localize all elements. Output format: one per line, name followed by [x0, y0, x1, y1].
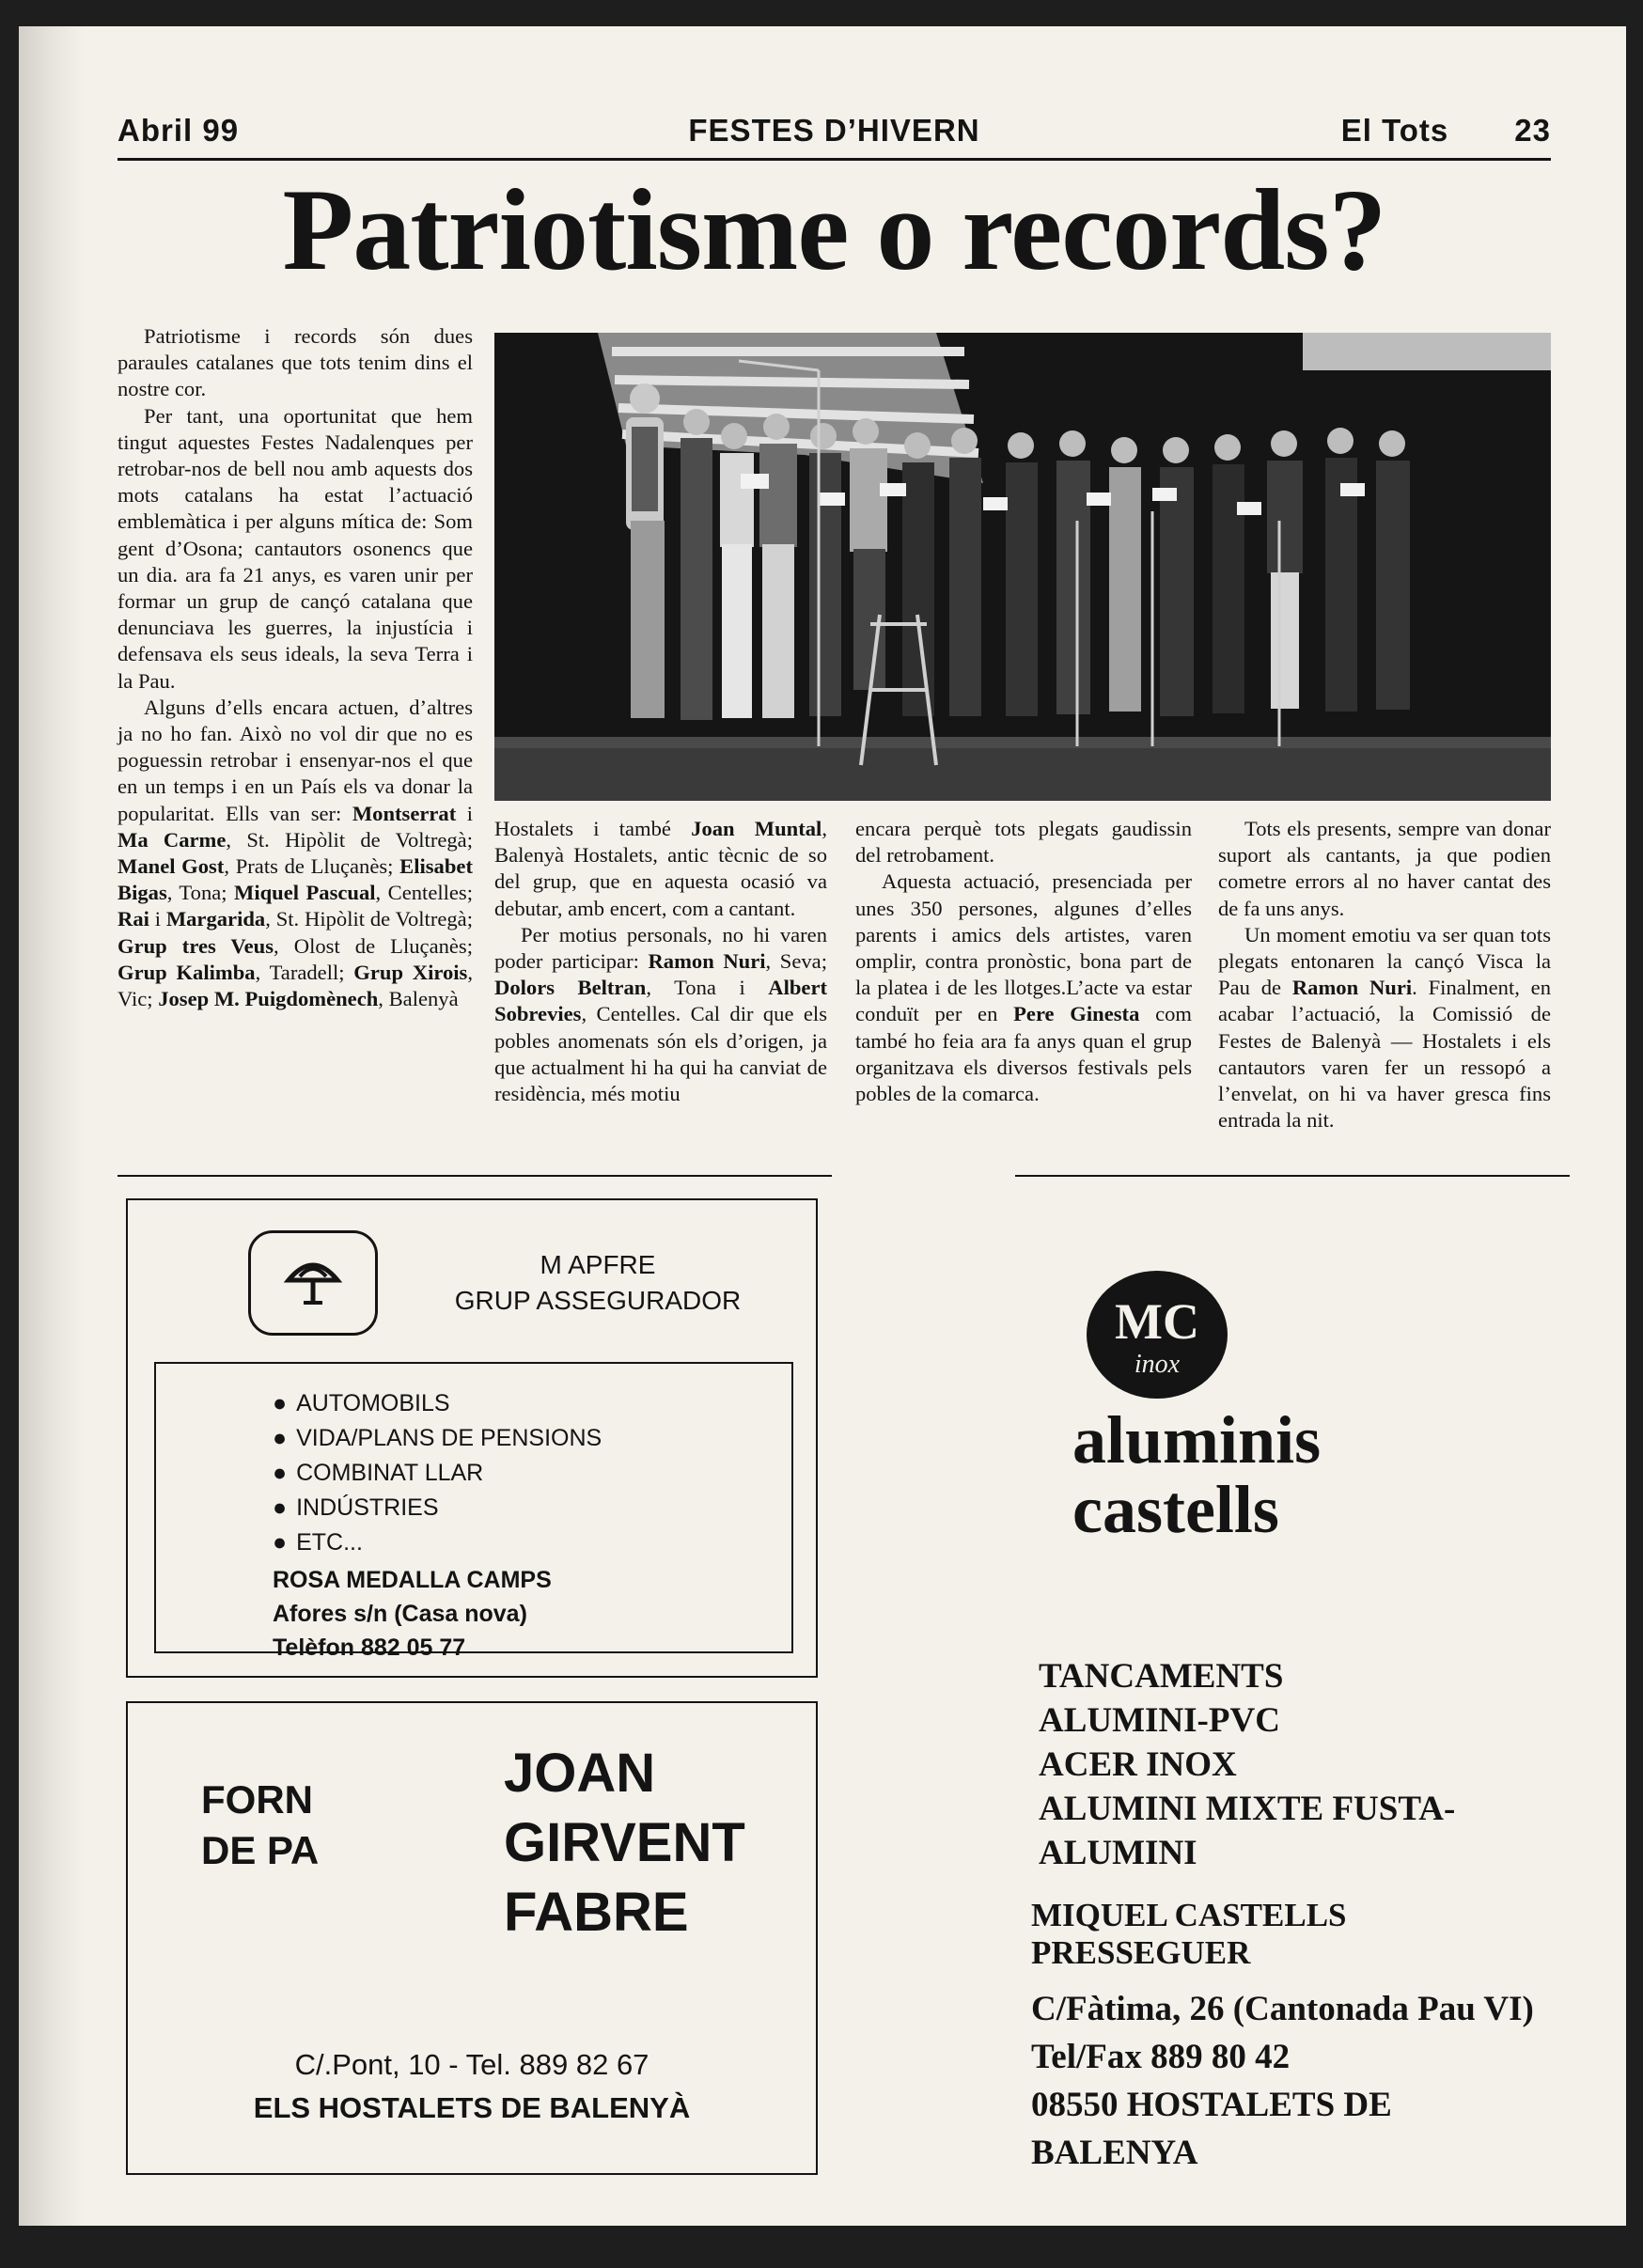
header-publication-name: El Tots — [1340, 113, 1449, 148]
member-name: Grup tres Veus — [117, 933, 274, 958]
member-name: Miquel Pascual — [234, 881, 376, 905]
member-name: Ma Carme — [117, 827, 227, 852]
mapfre-services-box — [154, 1362, 793, 1661]
article-text: , Balenyà Hostalets, antic tècnic de so del grup, que en aquesta ocasió va debutar, amb encert, com a cantant. — [494, 817, 827, 920]
article-headline: Patriotisme o records? — [282, 165, 1386, 294]
article-paragraph: encara perquè tots plegats gaudissin del retrobament. — [855, 817, 1192, 868]
member-town: , Prats de Lluçanès; — [224, 854, 400, 879]
mc-logo-letters: MC — [1115, 1293, 1199, 1350]
article-column-3 — [855, 816, 1192, 1107]
page-spine-shadow — [19, 26, 85, 2226]
mapfre-contact — [273, 1563, 552, 1665]
aluminis-castells-advert — [1020, 1222, 1546, 2171]
bakery-owner-line: FABRE — [504, 1882, 689, 1943]
bakery-address — [128, 2043, 816, 2130]
header-page-number: 23 — [1514, 113, 1551, 148]
tree-icon — [251, 1233, 375, 1333]
article-column-2 — [494, 816, 827, 1107]
bakery-advert — [126, 1701, 818, 2175]
member-town: , Tona; — [166, 881, 234, 905]
bakery-owner — [504, 1739, 745, 1947]
list-item: ALUMINI MIXTE FUSTA-ALUMINI — [1039, 1790, 1456, 1872]
newspaper-page — [19, 26, 1626, 2226]
header-section: FESTES D’HIVERN — [688, 113, 980, 148]
article-paragraph — [117, 695, 473, 1012]
photo-stage-illustration — [494, 333, 1551, 801]
member-town: , Olost de Lluçanès; — [274, 933, 473, 958]
bakery-owner-line: GIRVENT — [504, 1812, 745, 1873]
article-paragraph: Patriotisme i records són dues paraules catalanes que tots tenim dins el nostre cor. — [117, 324, 473, 401]
member-name: Manel Gost — [117, 854, 225, 879]
mapfre-title-line: M APFRE — [540, 1250, 656, 1279]
bakery-owner-line: JOAN — [504, 1743, 656, 1804]
mc-services-list — [1039, 1654, 1546, 1875]
mc-logo — [1087, 1271, 1228, 1399]
article-column-4 — [1218, 816, 1551, 1134]
member-town: , Balenyà — [378, 987, 459, 1011]
list-item: ● ETC... — [273, 1525, 602, 1560]
member-name: Grup Xirois — [353, 960, 468, 984]
person-name: Ramon Nuri — [648, 949, 766, 974]
mapfre-subtitle: GRUP ASSEGURADOR — [454, 1286, 742, 1315]
address-line: C/Fàtima, 26 (Cantonada Pau VI) — [1031, 1990, 1534, 2028]
list-item: ACER INOX — [1039, 1745, 1237, 1784]
article-paragraph — [494, 816, 827, 922]
member-separator: i — [149, 907, 166, 931]
article-text: Alguns d’ells encara actuen, d’altres ja no ho fan. Això no vol dir que no es poguessin retrobar i ensenyar-nos el que en un temps i en un País els va donar la popularitat. Ells van ser: — [117, 695, 473, 825]
concert-photo — [494, 333, 1551, 801]
article-text: Aquesta actuació, presenciada per unes 350 persones, algunes d’elles parents i amics dels artistes, varen omplir, contra pronòstic, bona part de la platea i de les llotges.L’acte va estar conduït per en — [855, 869, 1192, 1026]
person-name: Joan Muntal — [691, 817, 822, 840]
mc-brand-name — [1072, 1402, 1322, 1547]
mc-owner-name: MIQUEL CASTELLS PRESSEGUER — [1031, 1897, 1347, 1971]
member-town: , Taradell; — [255, 960, 354, 984]
bakery-type — [201, 1775, 319, 1876]
article-paragraph — [1218, 922, 1551, 1134]
article-column-1 — [117, 323, 473, 1012]
contact-name: ROSA MEDALLA CAMPS — [273, 1567, 552, 1593]
header-publication — [1341, 113, 1551, 149]
list-item: TANCAMENTS — [1039, 1657, 1284, 1696]
article-paragraph: Tots els presents, sempre van donar suport als cantants, ja que podien cometre errors al no haver cantat des de fa uns anys. — [1218, 817, 1551, 920]
article-paragraph: Per tant, una oportunitat que hem tingut aquestes Festes Nadalenques per retrobar-nos de bell nou amb aquests dos mots catalans ha estat l’actuació emblemàtica i per alguns mítica de: Som gent d’Osona; cantautors osonencs que un dia. ara fa 21 anys, es varen unir per formar un grup de cançó catalana que denunciava les guerres, la injustícia i defensava els seus ideals, la seva Terra i la Pau. — [117, 403, 473, 693]
article-end-rule-right — [1015, 1175, 1570, 1177]
mapfre-logo — [248, 1230, 378, 1336]
member-town: , St. Hipòlit de Voltregà; — [265, 907, 473, 931]
person-name: Albert Sobrevies — [494, 976, 827, 1026]
list-item: ALUMINI-PVC — [1039, 1701, 1280, 1740]
member-separator: i — [456, 801, 473, 825]
bakery-type-line: DE PA — [201, 1828, 320, 1872]
bakery-street: C/.Pont, 10 - Tel. 889 82 67 — [294, 2048, 649, 2081]
member-name: Margarida — [165, 907, 266, 931]
article-paragraph — [855, 868, 1192, 1107]
header-date: Abril 99 — [117, 113, 240, 148]
article-text: Per motius personals, no hi varen poder participar: — [494, 922, 827, 974]
members-list — [117, 802, 473, 1010]
list-item: ● AUTOMOBILS — [273, 1386, 602, 1421]
contact-phone: Telèfon 882 05 77 — [273, 1635, 466, 1661]
bakery-type-line: FORN — [201, 1777, 313, 1822]
mapfre-service-list — [273, 1386, 602, 1560]
article-text: Un moment emotiu va ser quan tots plegats entonaren la cançó Visca la Pau de — [1218, 922, 1551, 1000]
member-town: , St. Hipòlit de Voltregà; — [226, 827, 473, 852]
address-line: 08550 HOSTALETS DE BALENYA — [1031, 2086, 1392, 2172]
article-text: com també ho feia ara fa anys quan el grup organitzava els diversos festivals pels pobles de la comarca. — [855, 1002, 1192, 1106]
list-item: ● INDÚSTRIES — [273, 1491, 602, 1525]
article-text: , Seva; — [765, 949, 827, 974]
article-text: Hostalets i també — [494, 817, 692, 840]
list-item: ● VIDA/PLANS DE PENSIONS — [273, 1421, 602, 1456]
bakery-town: ELS HOSTALETS DE BALENYÀ — [253, 2091, 691, 2124]
person-name: Ramon Nuri — [1291, 976, 1413, 1000]
list-item: ● COMBINAT LLAR — [273, 1456, 602, 1491]
article-paragraph — [494, 922, 827, 1107]
article-end-rule-left — [117, 1175, 832, 1177]
contact-address: Afores s/n (Casa nova) — [273, 1601, 527, 1627]
member-town: , Vic; — [117, 960, 473, 1011]
article-text: . Finalment, en acabar l’actuació, la Comissió de Festes de Balenyà — Hostalets i els cantautors varen fer un ressopó a l’envelat, on hi va haver gresca fins entrada la nit. — [1218, 976, 1551, 1133]
member-name: Elisabet Bigas — [117, 854, 473, 905]
person-name: Dolors Beltran — [494, 976, 647, 1000]
member-name: Josep M. Puigdomènech — [158, 987, 379, 1011]
member-name: Grup Kalimba — [117, 960, 256, 984]
person-name: Pere Ginesta — [1013, 1002, 1140, 1026]
address-line: Tel/Fax 889 80 42 — [1031, 2038, 1291, 2076]
mc-logo-sub: inox — [1134, 1350, 1181, 1379]
mapfre-advert — [126, 1198, 818, 1678]
mc-logo-icon — [1087, 1271, 1228, 1399]
page-header — [117, 86, 1551, 152]
mc-address — [1031, 1985, 1546, 2177]
member-name: Montserrat — [352, 801, 457, 825]
article-text: , Tona i — [646, 976, 769, 1000]
brand-line: aluminis — [1072, 1402, 1322, 1478]
member-name: Rai — [117, 907, 149, 931]
mapfre-title — [400, 1247, 795, 1319]
member-town: , Centelles; — [375, 881, 473, 905]
brand-line: castells — [1072, 1472, 1279, 1547]
article-text: , Centelles. Cal dir que els pobles anomenats són els d’origen, ja que actualment hi ha qui ha canviat de residència, més motiu — [494, 1002, 827, 1106]
